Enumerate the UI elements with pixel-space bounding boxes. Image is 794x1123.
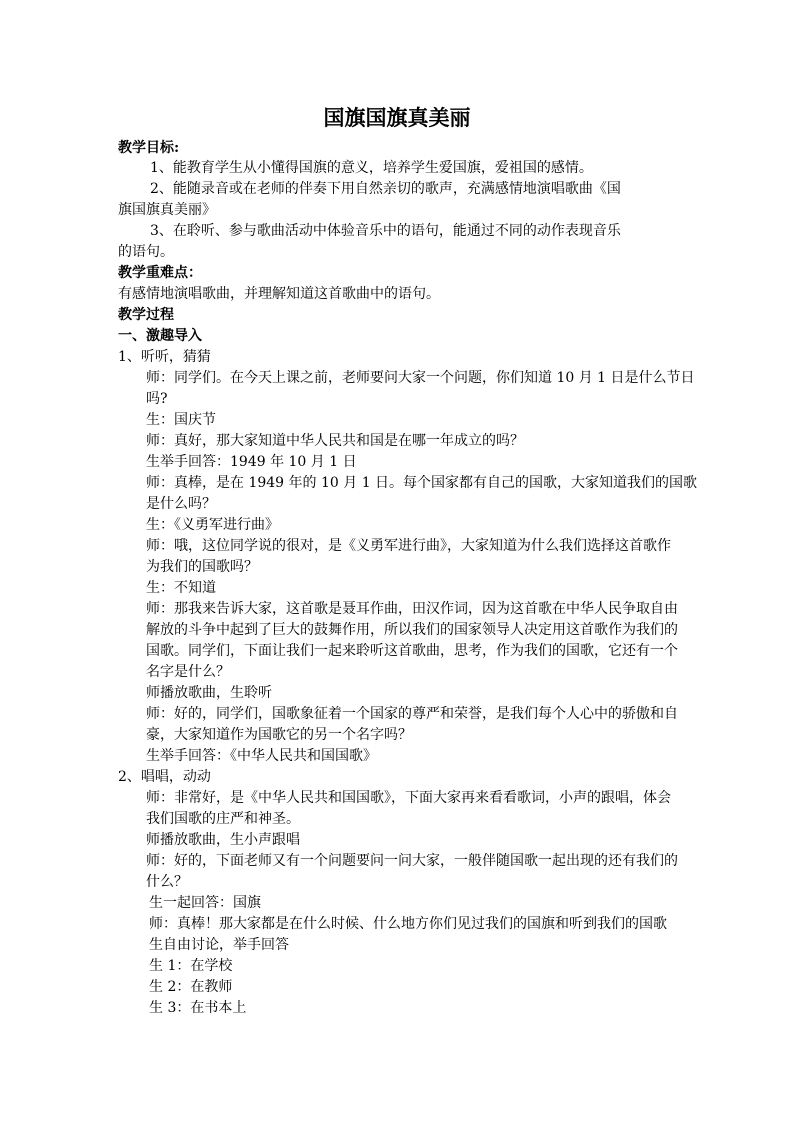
dialogue-line: 解放的斗争中起到了巨大的鼓舞作用，所以我们的国家领导人决定用这首歌作为我们的 — [146, 622, 678, 638]
dialogue-line: 师：真好，那大家知道中华人民共和国是在哪一年成立的吗？ — [146, 433, 524, 449]
dialogue-line: 师：非常好，是《中华人民共和国国歌》，下面大家再来看看歌词，小声的跟唱，体会 — [146, 790, 671, 806]
dialogue-line: 师：好的，下面老师又有一个问题要问一问大家，一般伴随国歌一起出现的还有我们的 — [146, 853, 678, 869]
objective-3: 3、在聆听、参与歌曲活动中体验音乐中的语句，能通过不同的动作表现音乐 — [150, 223, 621, 239]
document-title: 国旗国旗真美丽 — [323, 105, 471, 130]
dialogue-line: 生 1：在学校 — [149, 958, 233, 974]
dialogue-line: 国歌。同学们，下面让我们一起来聆听这首歌曲，思考，作为我们的国歌，它还有一个 — [146, 643, 678, 659]
dialogue-line: 豪，大家知道作为国歌它的另一个名字吗？ — [146, 727, 412, 743]
dialogue-line: 生自由讨论，举手回答 — [149, 937, 289, 953]
dialogue-line: 师：那我来告诉大家，这首歌是聂耳作曲，田汉作词，因为这首歌在中华人民争取自由 — [146, 601, 678, 617]
dialogue-line: 吗? — [146, 391, 168, 407]
dialogue-line: 生举手回答：1949 年 10 月 1 日 — [146, 454, 357, 470]
dialogue-line: 师：真棒！那大家都是在什么时候、什么地方你们见过我们的国旗和听到我们的国歌 — [149, 916, 667, 932]
dialogue-line: 生 2：在教师 — [149, 979, 233, 995]
heading-process: 教学过程 — [118, 307, 174, 323]
dialogue-line: 生 3：在书本上 — [149, 1000, 247, 1016]
dialogue-line: 我们国歌的庄严和神圣。 — [146, 811, 300, 827]
dialogue-line: 生：国庆节 — [146, 412, 216, 428]
objective-1: 1、能教育学生从小懂得国旗的意义，培养学生爱国旗，爱祖国的感情。 — [150, 160, 593, 176]
dialogue-line: 生：《义勇军进行曲》 — [146, 517, 279, 533]
dialogue-line: 师播放歌曲，生小声跟唱 — [146, 832, 300, 848]
dialogue-line: 名字是什么？ — [146, 664, 230, 680]
dialogue-line: 师播放歌曲，生聆听 — [146, 685, 272, 701]
heading-key-points: 教学重难点： — [118, 265, 202, 281]
dialogue-line: 师：好的，同学们，国歌象征着一个国家的尊严和荣誉，是我们每个人心中的骄傲和自 — [146, 706, 678, 722]
dialogue-line: 生一起回答：国旗 — [149, 895, 261, 911]
dialogue-line: 生：不知道 — [146, 580, 216, 596]
dialogue-line: 师：同学们。在今天上课之前，老师要问大家一个问题，你们知道 10 月 1 日是什么节日 — [146, 370, 695, 386]
section-heading-1: 一、激趣导入 — [118, 328, 202, 344]
objective-3-cont: 的语句。 — [118, 244, 174, 260]
objective-2-cont: 旗国旗真美丽》 — [118, 202, 216, 218]
dialogue-line: 为我们的国歌吗？ — [146, 559, 258, 575]
subsection-heading-2: 2、唱唱，动动 — [118, 769, 211, 785]
objective-2: 2、能随录音或在老师的伴奏下用自然亲切的歌声，充满感情地演唱歌曲《国 — [150, 181, 621, 197]
subsection-heading-1: 1、听听，猜猜 — [118, 349, 211, 365]
dialogue-line: 师：真棒，是在 1949 年的 10 月 1 日。每个国家都有自己的国歌，大家知道我们的国歌 — [146, 475, 698, 491]
key-points-text: 有感情地演唱歌曲，并理解知道这首歌曲中的语句。 — [118, 286, 440, 302]
dialogue-line: 生举手回答：《中华人民共和国国歌》 — [146, 748, 377, 764]
dialogue-line: 是什么吗？ — [146, 496, 216, 512]
dialogue-line: 师：哦，这位同学说的很对，是《义勇军进行曲》，大家知道为什么我们选择这首歌作 — [146, 538, 671, 554]
heading-objectives: 教学目标: — [118, 140, 180, 156]
dialogue-line: 什么？ — [146, 874, 188, 890]
